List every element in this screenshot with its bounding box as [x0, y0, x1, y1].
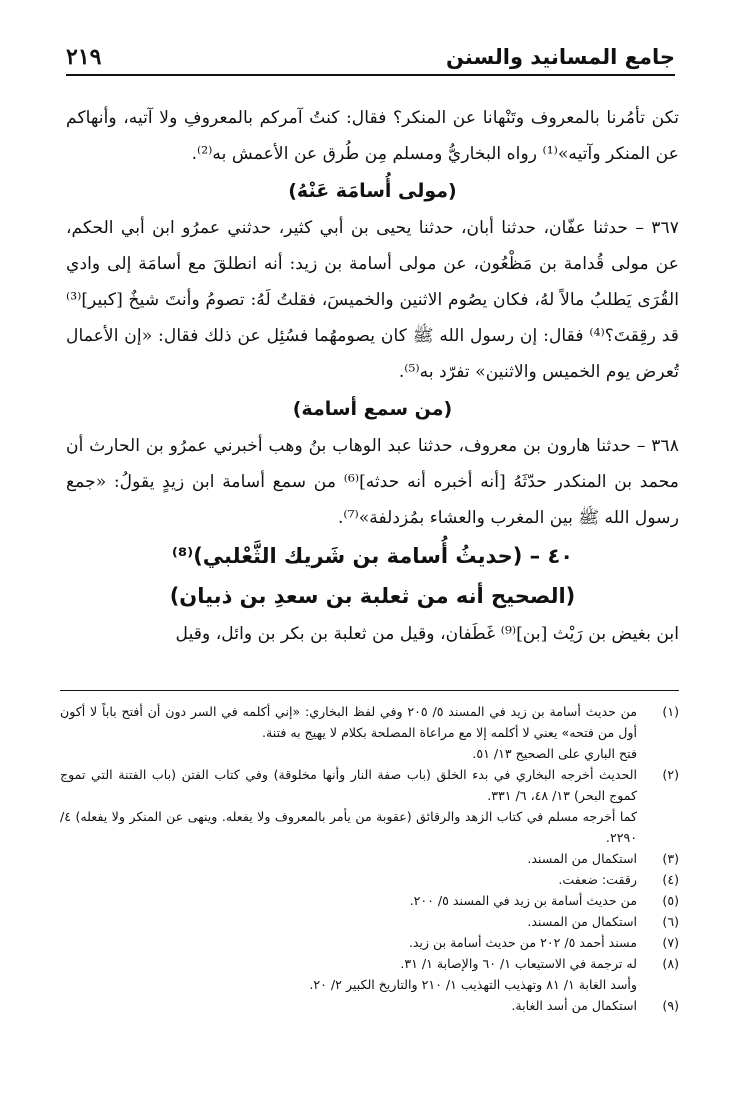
footnote	[60, 911, 679, 932]
footnote	[60, 953, 679, 995]
footnote-text	[60, 701, 637, 764]
footnote-text: رققت: ضعفت.	[558, 872, 637, 887]
hadith-368: ٣٦٨ – حدثنا هارون بن معروف، حدثنا عبد الوهاب بنُ وهب أخبرني عمرُو بن الحارث أن محمد بن المنكدر حدّثَهُ [أنه أخبره أنه حدثه]⁽⁶⁾ من سمع أسامة ابن زيدٍ يقولُ: «جمع رسول الله ﷺ بين المغرب والعشاء بمُزدلفة»⁽⁷⁾.	[66, 436, 679, 528]
hadith-367: ٣٦٧ – حدثنا عفّان، حدثنا أبان، حدثنا يحيى بن أبي كثير، حدثني عمرُو ابن أبي الحكم، عن مولى قُدامة بن مَظْعُون، عن مولى أسامة بن زيد: أنه انطلقَ مع أسامَة إلى وادي القُرَى يَطلبُ مالاً لهُ، فكان يصُوم الاثنين والخميسَ، فقلتُ لَهُ: تصومُ وأنتَ شيخٌ [كبير]⁽³⁾ قد رقِقتَ؟⁽⁴⁾ فقال: إن رسول الله ﷺ كان يصومهُما فسُئِل عن ذلك فقال: «إن الأعمال تُعرض يوم الخميس والاثنين» تفرّد به⁽⁵⁾.	[66, 218, 680, 382]
footnote-number: (٢)	[662, 767, 679, 782]
footnote-line: فتح الباري على الصحيح ١٣/ ٥١.	[472, 746, 637, 761]
footnote-text: مسند أحمد ٥/ ٢٠٢ من حديث أسامة بن زيد.	[408, 935, 637, 950]
footnote-line: كما أخرجه مسلم في كتاب الزهد والرقائق (عقوبة من يأمر بالمعروف ولا يفعله. وينهى عن المنكر ولا يفعله) ٤/ ٢٢٩٠.	[60, 809, 637, 845]
footnote	[60, 701, 679, 764]
chapter-subheading: (الصحيح أنه من ثعلبة بن سعدِ بن ذبيان)	[169, 584, 576, 608]
footnote	[60, 848, 679, 869]
section-heading-man-samia-usama: (من سمع أسامة)	[292, 398, 453, 420]
footnote-number: (٥)	[662, 893, 679, 908]
footnote-number: (٣)	[662, 851, 679, 866]
footnote-text: من حديث أسامة بن زيد في المسند ٥/ ٢٠٠.	[409, 893, 637, 908]
footnote-line: له ترجمة في الاستيعاب ١/ ٦٠ والإصابة ١/ ٣١.	[400, 956, 637, 971]
paragraph-lineage: ابن بغيض بن رَيْث [بن]⁽⁹⁾ غَطَفان، وقيل من ثعلبة بن بكر بن وائل، وقيل	[175, 624, 679, 644]
footnote-text	[60, 953, 637, 995]
footnotes	[60, 690, 679, 1016]
footnote-number: (٧)	[662, 935, 679, 950]
footnote-number: (٩)	[662, 998, 679, 1013]
footnote-number: (٦)	[662, 914, 679, 929]
footnote-line: وأسد الغابة ١/ ٨١ وتهذيب التهذيب ١/ ٢١٠ والتاريخ الكبير ٢/ ٢٠.	[309, 977, 637, 992]
footnote	[60, 890, 679, 911]
footnote-line: من حديث أسامة بن زيد في المسند ٥/ ٢٠٥ وفي لفظ البخاري: «إني أكلمه في السر دون أن أفتح باباً لا أكون أول من فتحه» يعني لا أكلمه إلا مع مراعاة المصلحة بكلام لا يهيج به فتنة.	[60, 704, 638, 740]
footnote	[60, 869, 679, 890]
footnote	[60, 932, 679, 953]
footnote-text: استكمال من المسند.	[527, 851, 637, 866]
page-number: ٢١٩	[66, 44, 102, 70]
footnote-text: استكمال من أسد الغابة.	[511, 998, 637, 1013]
footnote-text	[60, 764, 637, 848]
chapter-heading-40: ٤٠ – (حديثُ أُسامة بن شَريك الثَّعْلبي)⁽⁸⁾	[171, 544, 574, 568]
footnote-line: الحديث أخرجه البخاري في بدء الخلق (باب صفة النار وأنها مخلوقة) وفي كتاب الفتن (باب الفتنة التي تموج كموج البحر) ١٣/ ٤٨، ٦/ ٣٣١.	[60, 767, 637, 803]
footnote	[60, 995, 679, 1016]
footnote-number: (٨)	[662, 956, 679, 971]
footnote-number: (١)	[662, 704, 679, 719]
footnote-number: (٤)	[662, 872, 679, 887]
footnote-text: استكمال من المسند.	[527, 914, 637, 929]
section-heading-mawla-usama: (مولى أُسامَة عَنْهُ)	[288, 180, 457, 202]
footnote	[60, 764, 679, 848]
running-header	[66, 40, 675, 76]
running-title: جامع المسانيد والسنن	[446, 45, 675, 69]
main-text	[66, 100, 679, 652]
paragraph-continuation: تكن تأمُرنا بالمعروف وتَنْهانا عن المنكر؟ فقال: كنتُ آمركم بالمعروفِ ولا آتيه، وأنهاكم عن المنكر وآتيه»⁽¹⁾ رواه البخاريُّ ومسلم مِن طُرق عن الأعمش به⁽²⁾.	[66, 108, 679, 164]
